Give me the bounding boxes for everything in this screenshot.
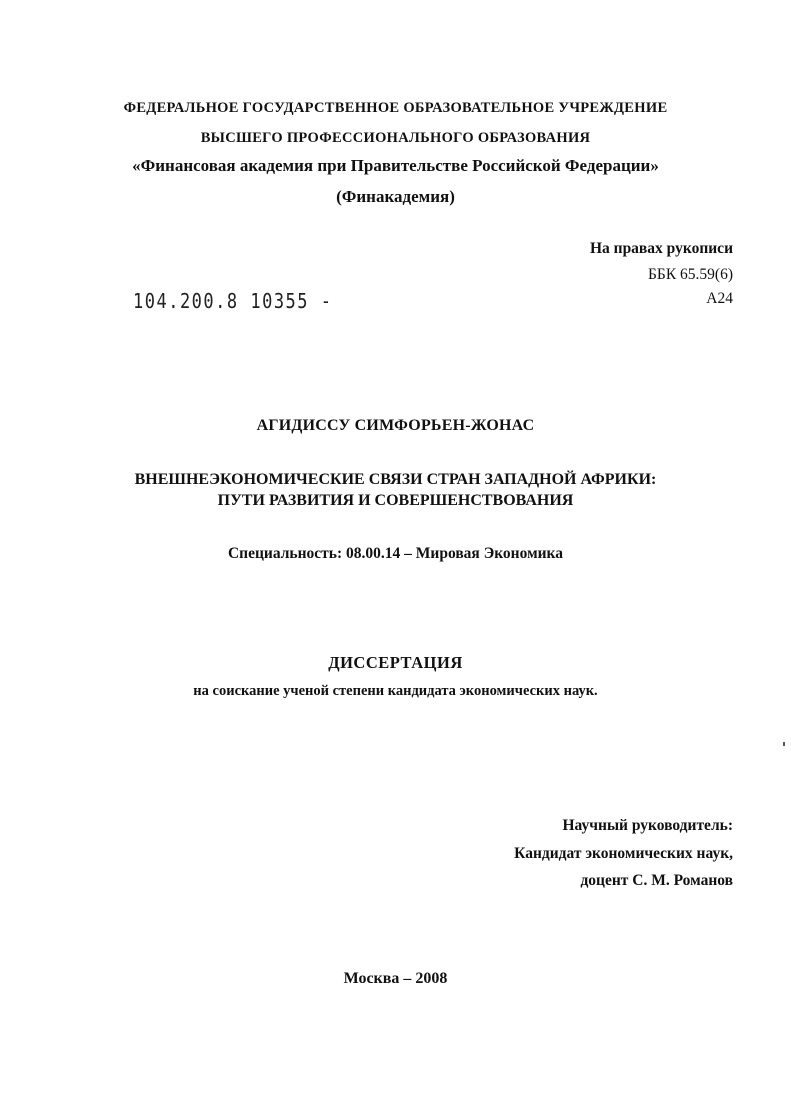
manuscript-rights: На правах рукописи: [589, 240, 733, 257]
supervisor-label: Научный руководитель:: [562, 817, 733, 834]
supervisor-name: доцент С. М. Романов: [580, 872, 733, 889]
institution-line-2: ВЫСШЕГО ПРОФЕССИОНАЛЬНОГО ОБРАЗОВАНИЯ: [200, 130, 591, 146]
scan-speck: [783, 742, 785, 746]
specialty: Специальность: 08.00.14 – Мировая Экономика: [227, 545, 564, 562]
city-year: Москва – 2008: [343, 970, 448, 987]
academy-name: «Финансовая академия при Правительстве Российской Федерации»: [132, 156, 659, 175]
supervisor-degree: Кандидат экономических наук,: [514, 845, 733, 862]
bbk-code: ББК 65.59(6): [648, 266, 733, 283]
thesis-title-line-2: ПУТИ РАЗВИТИЯ И СОВЕРШЕНСТВОВАНИЯ: [217, 492, 574, 509]
author-name: АГИДИССУ СИМФОРЬЕН-ЖОНАС: [256, 417, 535, 434]
academy-short-name: (Финакадемия): [336, 187, 455, 206]
degree-description: на соискание ученой степени кандидата экономических наук.: [193, 683, 598, 699]
institution-line-1: ФЕДЕРАЛЬНОЕ ГОСУДАРСТВЕННОЕ ОБРАЗОВАТЕЛЬНОЕ УЧРЕЖДЕНИЕ: [123, 100, 668, 116]
thesis-title-line-1: ВНЕШНЕЭКОНОМИЧЕСКИЕ СВЯЗИ СТРАН ЗАПАДНОЙ АФРИКИ:: [134, 471, 657, 488]
dissertation-label: ДИССЕРТАЦИЯ: [328, 653, 463, 672]
author-sign-code: А24: [706, 290, 733, 307]
library-stamp-number: 104.200.8 10355 -: [133, 290, 333, 314]
